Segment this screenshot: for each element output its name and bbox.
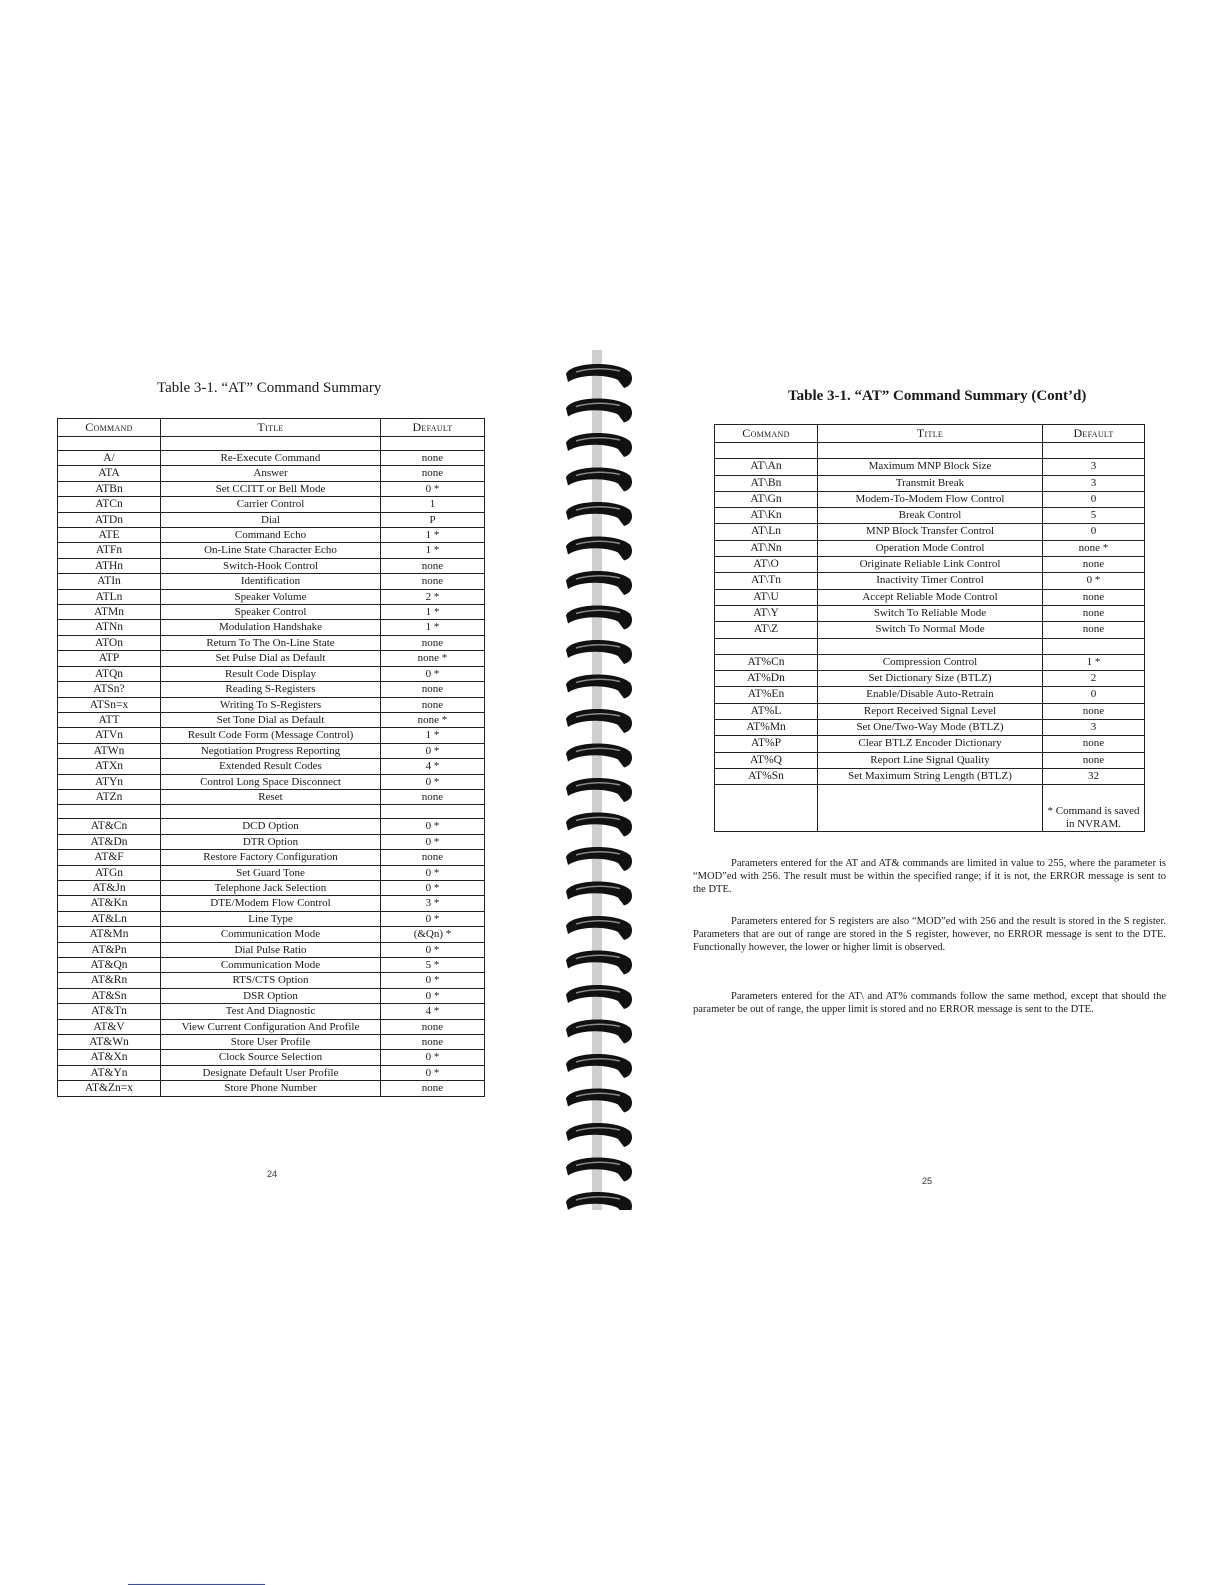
default-cell: none — [381, 682, 485, 697]
default-cell: none — [381, 451, 485, 466]
title-cell: Reset — [161, 789, 381, 804]
title-cell: Store User Profile — [161, 1035, 381, 1050]
table-row — [58, 635, 485, 650]
title-cell: Set Pulse Dial as Default — [161, 651, 381, 666]
default-cell: 0 * — [381, 819, 485, 834]
default-cell: 0 * — [1043, 573, 1145, 589]
table-row — [58, 605, 485, 620]
command-cell: ATOn — [58, 635, 161, 650]
table-row — [715, 557, 1145, 573]
default-cell: none * — [1043, 540, 1145, 556]
table-row — [715, 459, 1145, 475]
default-cell: 0 — [1043, 687, 1145, 703]
table-row — [58, 850, 485, 865]
default-cell: 0 * — [381, 774, 485, 789]
title-cell: Negotiation Progress Reporting — [161, 743, 381, 758]
table-row — [58, 805, 485, 819]
command-cell: AT\Z — [715, 622, 818, 638]
command-cell: AT\Kn — [715, 508, 818, 524]
default-cell: 4 * — [381, 759, 485, 774]
title-cell: Reading S-Registers — [161, 682, 381, 697]
table-row — [58, 1050, 485, 1065]
table-row — [58, 666, 485, 681]
command-cell: AT&Wn — [58, 1035, 161, 1050]
table-row — [58, 466, 485, 481]
left-table-caption: Table 3-1. “AT” Command Summary — [157, 380, 382, 396]
default-cell: none — [381, 1019, 485, 1034]
table-row — [58, 880, 485, 895]
default-cell: 5 * — [381, 958, 485, 973]
title-cell: Set Tone Dial as Default — [161, 712, 381, 727]
title-cell — [161, 805, 381, 819]
table-row — [58, 759, 485, 774]
title-cell: Speaker Control — [161, 605, 381, 620]
command-cell: AT&Ln — [58, 911, 161, 926]
command-cell: AT&Tn — [58, 1004, 161, 1019]
command-cell: ATNn — [58, 620, 161, 635]
command-cell: ATWn — [58, 743, 161, 758]
table-row — [58, 942, 485, 957]
default-cell: 1 * — [1043, 654, 1145, 670]
default-cell: 0 * — [381, 911, 485, 926]
table-row — [58, 988, 485, 1003]
title-cell: DTE/Modem Flow Control — [161, 896, 381, 911]
table-row — [58, 589, 485, 604]
title-cell: Answer — [161, 466, 381, 481]
command-cell: AT&Cn — [58, 819, 161, 834]
table-row — [715, 703, 1145, 719]
command-cell: AT&F — [58, 850, 161, 865]
title-cell: On-Line State Character Echo — [161, 543, 381, 558]
table-row — [58, 743, 485, 758]
command-cell: AT%Cn — [715, 654, 818, 670]
table-row — [58, 958, 485, 973]
table-row — [58, 865, 485, 880]
command-cell: AT%Sn — [715, 768, 818, 784]
command-cell: AT\Ln — [715, 524, 818, 540]
command-cell: AT&Qn — [58, 958, 161, 973]
title-cell: Result Code Display — [161, 666, 381, 681]
default-cell: 2 * — [381, 589, 485, 604]
default-cell: 0 * — [381, 865, 485, 880]
table-row — [58, 497, 485, 512]
title-cell: Extended Result Codes — [161, 759, 381, 774]
title-cell: DTR Option — [161, 834, 381, 849]
table-row — [58, 774, 485, 789]
command-cell: AT%Q — [715, 752, 818, 768]
table-row — [715, 622, 1145, 638]
default-cell: 0 * — [381, 880, 485, 895]
command-cell: AT%L — [715, 703, 818, 719]
title-cell: Return To The On-Line State — [161, 635, 381, 650]
default-cell: 3 * — [381, 896, 485, 911]
title-cell: Transmit Break — [818, 475, 1043, 491]
title-cell: Report Received Signal Level — [818, 703, 1043, 719]
table-row — [58, 834, 485, 849]
title-cell: Writing To S-Registers — [161, 697, 381, 712]
title-cell: Designate Default User Profile — [161, 1065, 381, 1080]
table-row — [715, 491, 1145, 507]
default-cell: none — [381, 574, 485, 589]
command-cell: AT&Jn — [58, 880, 161, 895]
default-cell: none — [381, 1035, 485, 1050]
title-cell: Set Guard Tone — [161, 865, 381, 880]
default-cell: 3 — [1043, 459, 1145, 475]
title-cell: DSR Option — [161, 988, 381, 1003]
default-cell: none — [1043, 589, 1145, 605]
default-cell: 0 — [1043, 524, 1145, 540]
default-cell: 0 — [1043, 491, 1145, 507]
title-cell: Switch-Hook Control — [161, 558, 381, 573]
column-header: Default — [1043, 425, 1145, 443]
title-cell: Communication Mode — [161, 958, 381, 973]
title-cell: Set Maximum String Length (BTLZ) — [818, 768, 1043, 784]
table-row — [58, 819, 485, 834]
title-cell: Telephone Jack Selection — [161, 880, 381, 895]
table-row — [58, 728, 485, 743]
table-row — [715, 540, 1145, 556]
table-row — [58, 1035, 485, 1050]
page-number: 25 — [922, 1176, 933, 1186]
command-cell — [58, 437, 161, 451]
default-cell: 3 — [1043, 475, 1145, 491]
default-cell: none — [381, 789, 485, 804]
default-cell: 1 * — [381, 605, 485, 620]
title-cell: Carrier Control — [161, 497, 381, 512]
default-cell: 5 — [1043, 508, 1145, 524]
table-row — [58, 1004, 485, 1019]
command-cell: ATQn — [58, 666, 161, 681]
table-row — [58, 682, 485, 697]
command-cell: AT\Y — [715, 605, 818, 621]
column-header: Command — [715, 425, 818, 443]
title-cell: DCD Option — [161, 819, 381, 834]
right-command-table — [714, 424, 1145, 832]
command-cell: ATCn — [58, 497, 161, 512]
table-row — [715, 524, 1145, 540]
command-cell: AT&Xn — [58, 1050, 161, 1065]
left-command-table — [57, 418, 485, 1097]
table-row — [715, 475, 1145, 491]
command-cell: AT%En — [715, 687, 818, 703]
command-cell: ATFn — [58, 543, 161, 558]
default-cell: 3 — [1043, 720, 1145, 736]
title-cell: Compression Control — [818, 654, 1043, 670]
command-cell: ATT — [58, 712, 161, 727]
title-cell: Set One/Two-Way Mode (BTLZ) — [818, 720, 1043, 736]
command-cell — [58, 805, 161, 819]
command-cell: ATDn — [58, 512, 161, 527]
default-cell: none — [381, 558, 485, 573]
table-row — [58, 574, 485, 589]
command-cell — [715, 638, 818, 654]
default-cell: 1 — [381, 497, 485, 512]
default-cell: none * — [381, 651, 485, 666]
default-cell: none — [381, 635, 485, 650]
title-cell: Operation Mode Control — [818, 540, 1043, 556]
title-cell: Switch To Normal Mode — [818, 622, 1043, 638]
default-cell: 1 * — [381, 620, 485, 635]
command-cell: A/ — [58, 451, 161, 466]
command-cell: ATSn=x — [58, 697, 161, 712]
command-cell: ATGn — [58, 865, 161, 880]
column-header: Command — [58, 419, 161, 437]
default-cell: none — [381, 697, 485, 712]
table-header-row — [58, 419, 485, 437]
table-row — [58, 528, 485, 543]
title-cell: Switch To Reliable Mode — [818, 605, 1043, 621]
default-cell: 0 * — [381, 666, 485, 681]
table-row — [58, 973, 485, 988]
command-cell: AT&Zn=x — [58, 1081, 161, 1096]
table-header-row — [715, 425, 1145, 443]
table-row — [58, 620, 485, 635]
title-cell: Break Control — [818, 508, 1043, 524]
default-cell: 0 * — [381, 942, 485, 957]
table-row — [58, 896, 485, 911]
default-cell: 2 — [1043, 671, 1145, 687]
default-cell — [1043, 443, 1145, 459]
title-cell: Set Dictionary Size (BTLZ) — [818, 671, 1043, 687]
table-row — [58, 697, 485, 712]
title-cell: Dial — [161, 512, 381, 527]
title-cell: Enable/Disable Auto-Retrain — [818, 687, 1043, 703]
default-cell: none — [381, 1081, 485, 1096]
column-header: Default — [381, 419, 485, 437]
command-cell: AT&Yn — [58, 1065, 161, 1080]
title-cell: Clear BTLZ Encoder Dictionary — [818, 736, 1043, 752]
title-cell: Identification — [161, 574, 381, 589]
command-cell: AT%P — [715, 736, 818, 752]
title-cell: Modulation Handshake — [161, 620, 381, 635]
title-cell: Result Code Form (Message Control) — [161, 728, 381, 743]
command-cell: AT\Gn — [715, 491, 818, 507]
command-cell: AT&Dn — [58, 834, 161, 849]
footnote-row — [715, 785, 1145, 832]
command-cell: ATIn — [58, 574, 161, 589]
default-cell: none * — [381, 712, 485, 727]
command-cell: AT\Bn — [715, 475, 818, 491]
table-row — [715, 687, 1145, 703]
default-cell: 4 * — [381, 1004, 485, 1019]
title-cell: Clock Source Selection — [161, 1050, 381, 1065]
title-cell — [818, 638, 1043, 654]
table-row — [58, 481, 485, 496]
table-row — [58, 451, 485, 466]
command-cell: AT&Sn — [58, 988, 161, 1003]
title-cell — [818, 443, 1043, 459]
table-row — [58, 789, 485, 804]
title-cell: Accept Reliable Mode Control — [818, 589, 1043, 605]
title-cell: Report Line Signal Quality — [818, 752, 1043, 768]
title-cell: Modem-To-Modem Flow Control — [818, 491, 1043, 507]
command-cell: AT\Tn — [715, 573, 818, 589]
command-cell: ATA — [58, 466, 161, 481]
table-row — [715, 736, 1145, 752]
default-cell: 0 * — [381, 988, 485, 1003]
table-row — [58, 1019, 485, 1034]
command-cell: ATMn — [58, 605, 161, 620]
default-cell: none — [381, 850, 485, 865]
command-cell: AT\O — [715, 557, 818, 573]
default-cell: none — [1043, 557, 1145, 573]
default-cell: (&Qn) * — [381, 927, 485, 942]
title-cell: Control Long Space Disconnect — [161, 774, 381, 789]
title-cell: Maximum MNP Block Size — [818, 459, 1043, 475]
column-header: Title — [818, 425, 1043, 443]
table-row — [715, 638, 1145, 654]
table-row — [715, 443, 1145, 459]
default-cell: none — [1043, 622, 1145, 638]
default-cell: 32 — [1043, 768, 1145, 784]
command-cell: ATP — [58, 651, 161, 666]
command-cell: AT%Dn — [715, 671, 818, 687]
title-cell: Restore Factory Configuration — [161, 850, 381, 865]
command-cell: AT&Rn — [58, 973, 161, 988]
table-row — [58, 651, 485, 666]
command-cell: ATBn — [58, 481, 161, 496]
footnote: * Command is saved in NVRAM. — [1043, 785, 1145, 832]
default-cell: P — [381, 512, 485, 527]
table-row — [58, 512, 485, 527]
table-row — [58, 1065, 485, 1080]
default-cell: none — [1043, 703, 1145, 719]
command-cell: AT&Pn — [58, 942, 161, 957]
table-row — [58, 1081, 485, 1096]
table-row — [58, 543, 485, 558]
column-header: Title — [161, 419, 381, 437]
default-cell: none — [1043, 752, 1145, 768]
default-cell: none — [1043, 736, 1145, 752]
table-row — [715, 768, 1145, 784]
right-table-caption: Table 3-1. “AT” Command Summary (Cont’d) — [788, 388, 1087, 404]
title-cell: Test And Diagnostic — [161, 1004, 381, 1019]
table-row — [715, 508, 1145, 524]
title-cell: Dial Pulse Ratio — [161, 942, 381, 957]
title-cell: MNP Block Transfer Control — [818, 524, 1043, 540]
default-cell: 0 * — [381, 973, 485, 988]
table-row — [715, 671, 1145, 687]
command-cell: ATZn — [58, 789, 161, 804]
command-cell: ATVn — [58, 728, 161, 743]
title-cell: Originate Reliable Link Control — [818, 557, 1043, 573]
command-cell: ATE — [58, 528, 161, 543]
title-cell: Command Echo — [161, 528, 381, 543]
command-cell: AT\Nn — [715, 540, 818, 556]
default-cell — [381, 437, 485, 451]
default-cell — [381, 805, 485, 819]
table-row — [58, 911, 485, 926]
table-row — [715, 654, 1145, 670]
command-cell: AT&Kn — [58, 896, 161, 911]
default-cell: none — [381, 466, 485, 481]
command-cell: ATXn — [58, 759, 161, 774]
default-cell: none — [1043, 605, 1145, 621]
command-cell: AT&Mn — [58, 927, 161, 942]
default-cell: 0 * — [381, 743, 485, 758]
spiral-binding-icon — [560, 350, 640, 1210]
default-cell: 1 * — [381, 528, 485, 543]
title-cell — [161, 437, 381, 451]
title-cell: Re-Execute Command — [161, 451, 381, 466]
table-row — [58, 437, 485, 451]
command-cell: AT%Mn — [715, 720, 818, 736]
command-cell: ATHn — [58, 558, 161, 573]
default-cell: 1 * — [381, 543, 485, 558]
table-row — [715, 605, 1145, 621]
title-cell: Line Type — [161, 911, 381, 926]
default-cell — [1043, 638, 1145, 654]
title-cell: Communication Mode — [161, 927, 381, 942]
default-cell: 1 * — [381, 728, 485, 743]
command-cell — [715, 443, 818, 459]
table-row — [715, 752, 1145, 768]
title-cell: Store Phone Number — [161, 1081, 381, 1096]
paragraph: Parameters entered for S registers are also “MOD”ed with 256 and the result is stored in the S register. Parameters that are out of range are stored in the S register, however, no ERROR message is sent to the DTE. Functionally however, the lower or higher limit is observed. — [693, 916, 1166, 954]
default-cell: 0 * — [381, 1050, 485, 1065]
title-cell: Set CCITT or Bell Mode — [161, 481, 381, 496]
default-cell: 0 * — [381, 834, 485, 849]
title-cell: View Current Configuration And Profile — [161, 1019, 381, 1034]
table-row — [715, 589, 1145, 605]
table-row — [715, 573, 1145, 589]
command-cell: ATLn — [58, 589, 161, 604]
table-row — [58, 558, 485, 573]
command-cell: AT\U — [715, 589, 818, 605]
title-cell: Inactivity Timer Control — [818, 573, 1043, 589]
command-cell: AT&V — [58, 1019, 161, 1034]
paragraph: Parameters entered for the AT\ and AT% commands follow the same method, except that should the parameter be out of range, the upper limit is stored and no ERROR message is sent to the DTE. — [693, 991, 1166, 1016]
table-row — [715, 720, 1145, 736]
command-cell: AT\An — [715, 459, 818, 475]
page-number: 24 — [267, 1169, 278, 1179]
title-cell: RTS/CTS Option — [161, 973, 381, 988]
default-cell: 0 * — [381, 481, 485, 496]
table-row — [58, 712, 485, 727]
title-cell: Speaker Volume — [161, 589, 381, 604]
command-cell: ATSn? — [58, 682, 161, 697]
command-cell: ATYn — [58, 774, 161, 789]
table-row — [58, 927, 485, 942]
default-cell: 0 * — [381, 1065, 485, 1080]
paragraph: Parameters entered for the AT and AT& commands are limited in value to 255, where the parameter is “MOD”ed with 256. The result must be within the specified range; if it is not, the ERROR message is sent to the DTE. — [693, 858, 1166, 896]
